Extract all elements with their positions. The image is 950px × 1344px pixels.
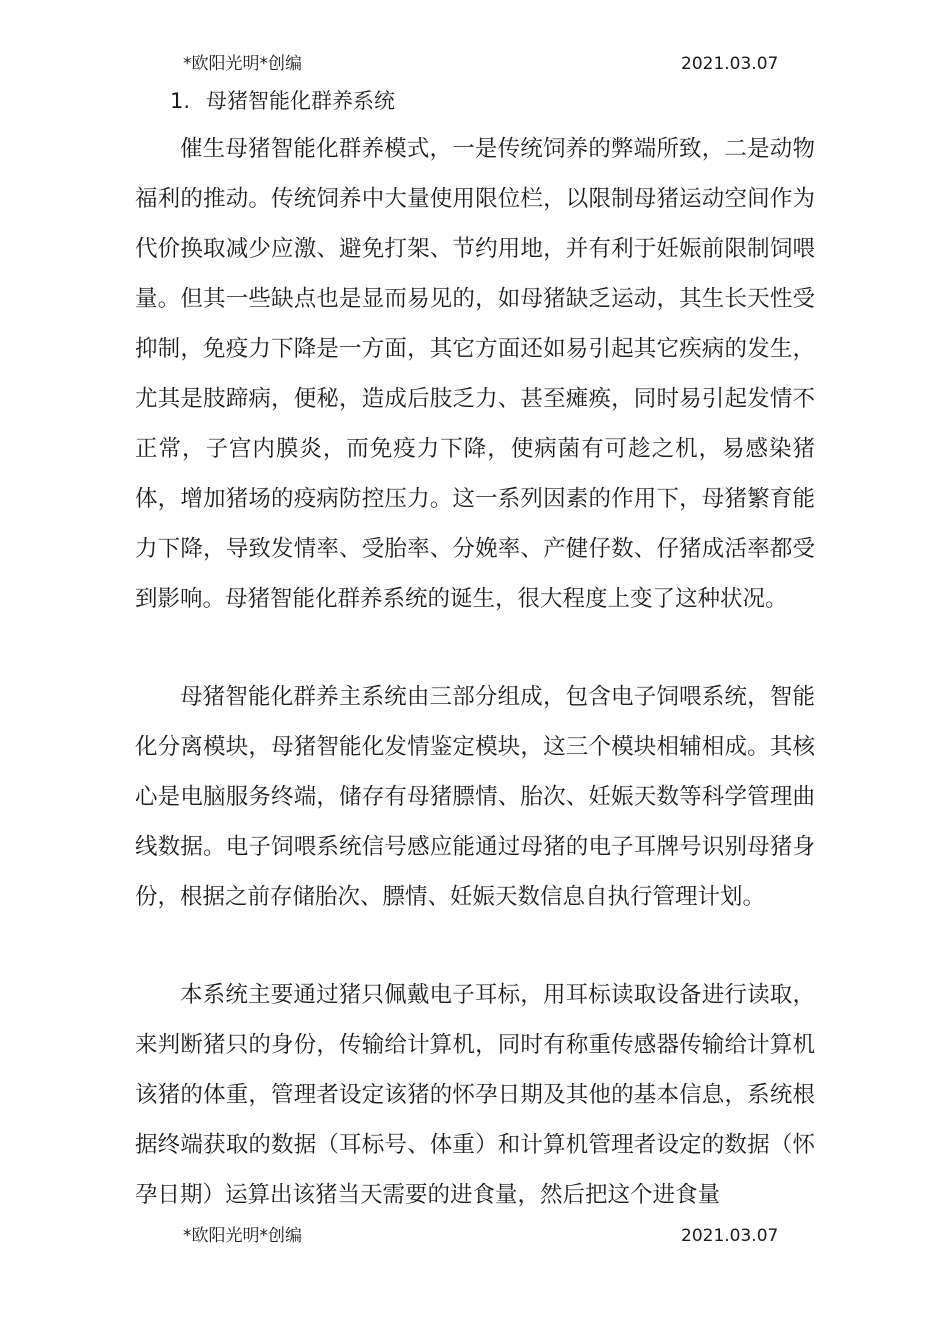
section-title: 母猪智能化群养系统 bbox=[206, 89, 396, 113]
header-author: *欧阳光明*创编 bbox=[183, 54, 302, 74]
paragraph-3: 本系统主要通过猪只佩戴电子耳标，用耳标读取设备进行读取，来判断猪只的身份，传输给计算机，同时有称重传感器传输给计算机该猪的体重，管理者设定该猪的怀孕日期及其他的基本信息，系统根据终端获取的数据（耳标号、体重）和计算机管理者设定的数据（怀孕日期）运算出该猪当天需要的进食量，然后把这个进食量 bbox=[135, 982, 815, 1208]
paragraph-2: 母猪智能化群养主系统由三部分组成，包含电子饲喂系统，智能化分离模块，母猪智能化发情鉴定模块，这三个模块相辅相成。其核心是电脑服务终端，储存有母猪膘情、胎次、妊娠天数等科学管理曲线数据。电子饲喂系统信号感应能通过母猪的电子耳牌号识别母猪身份，根据之前存储胎次、膘情、妊娠天数信息自执行管理计划。 bbox=[135, 684, 815, 910]
section-number: 1. bbox=[170, 89, 191, 113]
section-heading bbox=[170, 86, 395, 116]
header-date: 2021.03.07 bbox=[681, 54, 779, 74]
paragraph-1: 催生母猪智能化群养模式，一是传统饲养的弊端所致，二是动物福利的推动。传统饲养中大量使用限位栏，以限制母猪运动空间作为代价换取减少应激、避免打架、节约用地，并有利于妊娠前限制饲喂量。但其一些缺点也是显而易见的，如母猪缺乏运动，其生长天性受抑制，免疫力下降是一方面，其它方面还如易引起其它疾病的发生，尤其是肢蹄病，便秘，造成后肢乏力、甚至瘫痪，同时易引起发情不正常，子宫内膜炎，而免疫力下降，使病菌有可趁之机，易感染猪体，增加猪场的疫病防控压力。这一系列因素的作用下，母猪繁育能力下降，导致发情率、受胎率、分娩率、产健仔数、仔猪成活率都受到影响。母猪智能化群养系统的诞生，很大程度上变了这种状况。 bbox=[135, 136, 815, 612]
footer-author: *欧阳光明*创编 bbox=[183, 1226, 302, 1246]
footer-date: 2021.03.07 bbox=[681, 1226, 779, 1246]
